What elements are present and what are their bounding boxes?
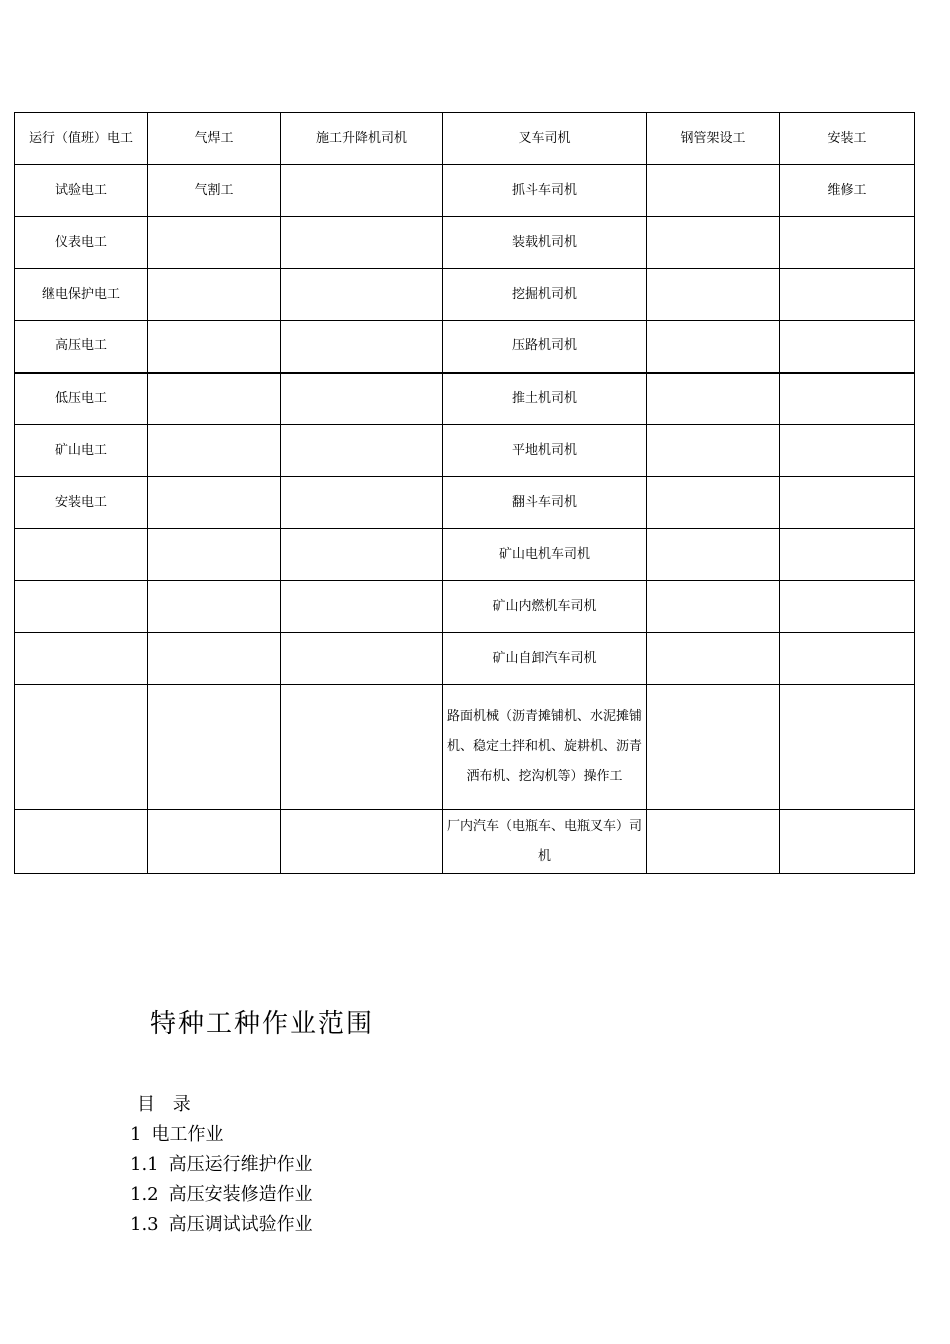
- table-cell: [15, 477, 148, 529]
- table-cell-text: 抓斗车司机: [511, 182, 577, 198]
- table-cell: [15, 425, 148, 477]
- table-cell: [647, 810, 780, 874]
- table-cell: [443, 529, 647, 581]
- table-cell: [443, 113, 647, 165]
- table-cell: [443, 425, 647, 477]
- table-cell: [15, 321, 148, 373]
- table-row: [15, 321, 915, 373]
- table-row: [15, 269, 915, 321]
- table-cell: [780, 633, 915, 685]
- table-cell: [148, 269, 281, 321]
- table-cell: [148, 477, 281, 529]
- table-cell: [780, 373, 915, 425]
- table-cell-text: 仪表电工: [54, 234, 107, 250]
- table-cell-text: 低压电工: [54, 390, 107, 406]
- table-cell-text: 矿山自卸汽车司机: [492, 650, 597, 666]
- table-cell: [780, 685, 915, 810]
- table-cell: [281, 373, 443, 425]
- table-cell-text: 矿山电工: [54, 442, 107, 458]
- table-cell-text: 翻斗车司机: [511, 494, 577, 510]
- table-cell: [148, 633, 281, 685]
- table-cell: [148, 217, 281, 269]
- table-cell: [148, 373, 281, 425]
- toc-entry-number: 1.2: [130, 1184, 159, 1205]
- table-cell-text: 试验电工: [54, 182, 107, 198]
- table-cell-text: 施工升降机司机: [315, 130, 407, 146]
- table-cell: [780, 269, 915, 321]
- table-cell-text: 平地机司机: [511, 442, 577, 458]
- table-cell: [148, 165, 281, 217]
- table-row: [15, 373, 915, 425]
- table-row: [15, 113, 915, 165]
- toc-entry[interactable]: [130, 1120, 313, 1150]
- table-cell: [281, 113, 443, 165]
- toc-title: 目 录: [137, 1094, 197, 1115]
- table-cell: [281, 217, 443, 269]
- table-cell-text: 继电保护电工: [41, 286, 120, 302]
- table-cell: [15, 373, 148, 425]
- toc-entry-text: 电工作业: [151, 1124, 224, 1145]
- table-row: [15, 477, 915, 529]
- document-heading: 特种工种作业范围: [150, 1009, 375, 1039]
- table-cell: [780, 217, 915, 269]
- toc-entry-text: 高压安装修造作业: [168, 1184, 313, 1205]
- table-cell-text: 高压电工: [54, 338, 107, 354]
- table-cell: [15, 269, 148, 321]
- toc-entry[interactable]: [130, 1150, 313, 1180]
- table-cell-text: 气割工: [194, 182, 234, 198]
- toc-entry-text: 高压调试试验作业: [168, 1214, 313, 1235]
- table-cell: [780, 477, 915, 529]
- table-cell: [647, 165, 780, 217]
- table-cell: [15, 581, 148, 633]
- table-cell: [281, 685, 443, 810]
- table-cell: [647, 321, 780, 373]
- table-cell-text: 推土机司机: [511, 390, 577, 406]
- table-cell-text: 矿山内燃机车司机: [492, 598, 597, 614]
- table-cell: [647, 685, 780, 810]
- table-cell: [148, 581, 281, 633]
- toc-entry-text: 高压运行维护作业: [168, 1154, 313, 1175]
- table-cell: [148, 685, 281, 810]
- table-cell: [647, 529, 780, 581]
- table-cell: [443, 373, 647, 425]
- table-cell: [780, 165, 915, 217]
- toc-entry[interactable]: [130, 1180, 313, 1210]
- table-cell-text: 安装工: [827, 130, 867, 146]
- toc-entry[interactable]: [130, 1210, 313, 1240]
- table-row: [15, 633, 915, 685]
- table-row: [15, 425, 915, 477]
- table-of-contents: [130, 1090, 313, 1240]
- table-cell: [647, 425, 780, 477]
- table-cell: [647, 633, 780, 685]
- table-row: [15, 217, 915, 269]
- table-row: [15, 685, 915, 810]
- table-cell: [281, 269, 443, 321]
- job-types-table: [14, 112, 915, 874]
- table-cell: [15, 633, 148, 685]
- table-cell: [15, 165, 148, 217]
- table-row: [15, 529, 915, 581]
- table-cell-text: 压路机司机: [511, 338, 577, 354]
- table-cell: [148, 425, 281, 477]
- table-cell: [15, 217, 148, 269]
- table-cell: [281, 581, 443, 633]
- table-cell-text: 钢管架设工: [680, 130, 746, 146]
- table-row: [15, 810, 915, 874]
- table-cell: [443, 633, 647, 685]
- table-cell-text: 厂内汽车（电瓶车、电瓶叉车）司机: [447, 818, 643, 864]
- table-cell: [281, 425, 443, 477]
- table-cell: [15, 113, 148, 165]
- table-cell: [647, 113, 780, 165]
- table-cell: [443, 165, 647, 217]
- table-cell-text: 气焊工: [194, 130, 234, 146]
- table-row: [15, 581, 915, 633]
- table-cell-text: 路面机械（沥青摊铺机、水泥摊铺机、稳定土拌和机、旋耕机、沥青洒布机、挖沟机等）操作工: [447, 709, 643, 784]
- table-cell-text: 运行（值班）电工: [28, 130, 133, 146]
- table-cell-text: 叉车司机: [518, 130, 571, 146]
- table-cell: [148, 810, 281, 874]
- table-cell: [443, 217, 647, 269]
- table-cell: [647, 581, 780, 633]
- table-cell: [15, 810, 148, 874]
- table-cell: [148, 529, 281, 581]
- table-cell: [647, 269, 780, 321]
- table-cell: [281, 321, 443, 373]
- table-cell-text: 矿山电机车司机: [498, 546, 590, 562]
- table-cell: [15, 685, 148, 810]
- table-cell: [647, 217, 780, 269]
- table-cell: [281, 633, 443, 685]
- table-cell: [780, 113, 915, 165]
- table-cell: [647, 373, 780, 425]
- table-cell: [281, 477, 443, 529]
- table-cell: [780, 321, 915, 373]
- toc-entry-number: 1: [130, 1124, 142, 1145]
- table-cell: [443, 477, 647, 529]
- table-row: [15, 165, 915, 217]
- table-cell: [443, 685, 647, 810]
- table-cell: [15, 529, 148, 581]
- table-cell-text: 挖掘机司机: [511, 286, 577, 302]
- table-cell: [148, 113, 281, 165]
- table-cell: [443, 321, 647, 373]
- table-cell: [281, 529, 443, 581]
- table-cell: [443, 581, 647, 633]
- table-cell: [647, 477, 780, 529]
- table-cell: [148, 321, 281, 373]
- table-cell-text: 维修工: [827, 182, 867, 198]
- table-cell: [780, 425, 915, 477]
- table-cell: [780, 581, 915, 633]
- table-cell: [443, 269, 647, 321]
- table-cell: [443, 810, 647, 874]
- table-cell: [281, 165, 443, 217]
- toc-entry-number: 1.1: [130, 1154, 159, 1175]
- table-cell: [281, 810, 443, 874]
- table-cell: [780, 529, 915, 581]
- table-cell: [780, 810, 915, 874]
- table-cell-text: 安装电工: [54, 494, 107, 510]
- toc-entry-number: 1.3: [130, 1214, 159, 1235]
- table-cell-text: 装载机司机: [511, 234, 577, 250]
